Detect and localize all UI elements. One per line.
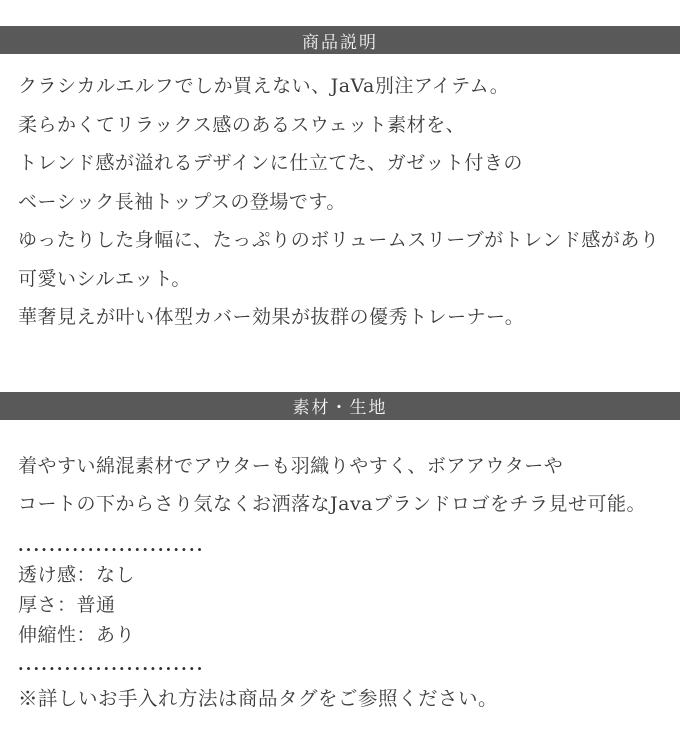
section-header-product-description: [0, 26, 680, 54]
section-title-product-description: 商品説明: [302, 32, 378, 53]
dotted-divider-top: ........................: [18, 535, 205, 555]
spec-sheerness: 透け感：なし: [18, 563, 136, 586]
material-line: 着やすい綿混素材でアウターも羽織りやすく、ボアアウターや: [18, 454, 564, 477]
description-line: 柔らかくてリラックス感のあるスウェット素材を、: [18, 113, 466, 136]
care-instruction-note: ※詳しいお手入れ方法は商品タグをご参照ください。: [18, 686, 499, 710]
description-line: ゆったりした身幅に、たっぷりのボリュームスリーブがトレンド感があり: [18, 229, 660, 251]
spec-stretch: 伸縮性：あり: [18, 623, 136, 646]
description-line: トレンド感が溢れるデザインに仕立てた、ガゼット付きの: [18, 152, 523, 174]
spec-thickness: 厚さ：普通: [18, 593, 116, 616]
dotted-divider-bottom: ........................: [18, 654, 205, 674]
section-title-material-fabric: 素材・生地: [292, 398, 388, 418]
material-intro-text: [0, 420, 680, 524]
fabric-spec-list: [0, 560, 680, 650]
description-line: ベーシック長袖トップスの登場です。: [18, 190, 346, 213]
description-line: 華奢見えが叶い体型カバー効果が抜群の優秀トレーナー。: [18, 306, 525, 328]
section-header-material-fabric: [0, 392, 680, 420]
product-description-text: [0, 54, 680, 337]
description-line: クラシカルエルフでしか買えない、JaVa別注アイテム。: [18, 75, 510, 97]
material-line: コートの下からさり気なくお洒落なJavaブランドロゴをチラ見せ可能。: [18, 493, 647, 515]
description-line: 可愛いシルエット。: [18, 267, 191, 290]
